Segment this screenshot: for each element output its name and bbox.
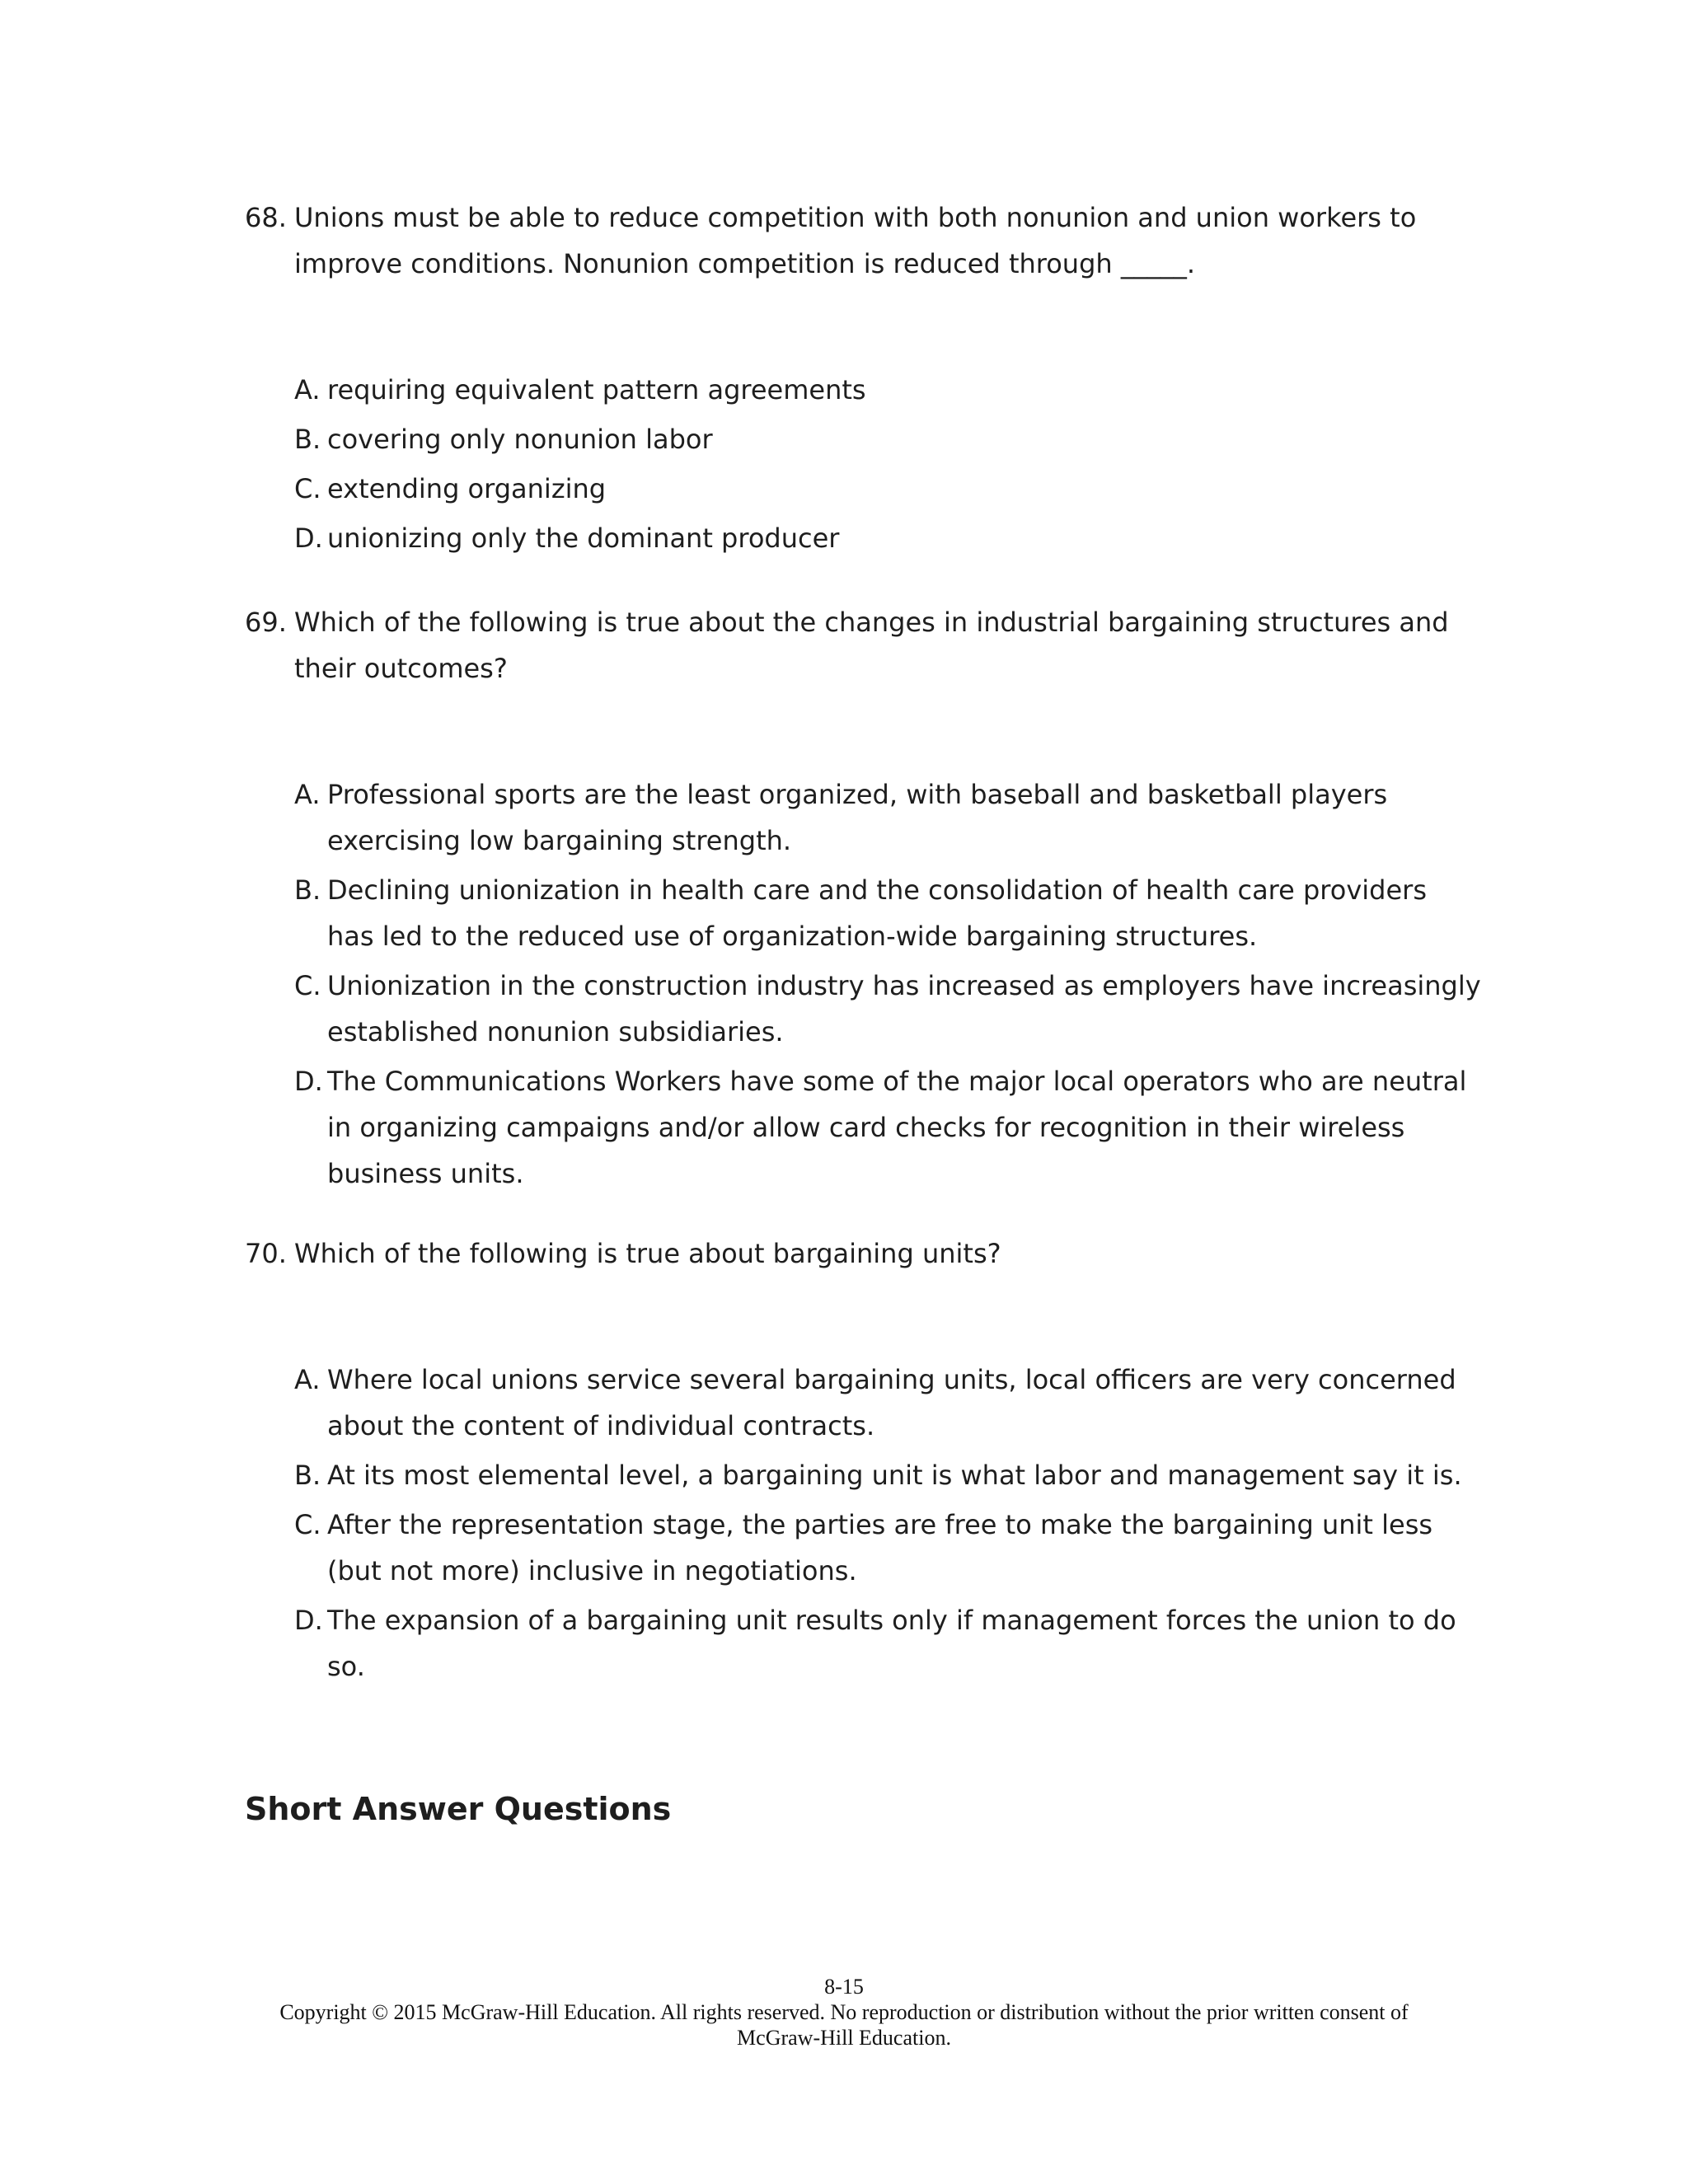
option-letter: A. <box>294 1364 321 1395</box>
option-text: covering only nonunion labor <box>327 424 713 455</box>
option-item <box>294 1058 1481 1197</box>
question-70 <box>245 1230 1498 1277</box>
page-number: 8-15 <box>824 1975 864 1999</box>
option-text: unionizing only the dominant producer <box>327 523 840 554</box>
question-number: 69. <box>245 607 287 638</box>
question-number: 68. <box>245 202 287 233</box>
question-text: Unions must be able to reduce competition with both nonunion and union workers to improve conditions. Nonunion competition is reduced through _____. <box>294 202 1417 279</box>
question-69-options <box>294 771 1481 1200</box>
option-item <box>294 1502 1481 1594</box>
question-68 <box>245 194 1498 287</box>
option-letter: D. <box>294 1066 323 1097</box>
option-item <box>294 466 1481 512</box>
option-item <box>294 416 1481 462</box>
copyright-line: McGraw-Hill Education. <box>737 2026 951 2050</box>
option-item <box>294 867 1481 959</box>
option-letter: D. <box>294 1605 323 1636</box>
option-item <box>294 1597 1481 1690</box>
question-number: 70. <box>245 1238 287 1269</box>
option-text: extending organizing <box>327 473 607 504</box>
option-letter: B. <box>294 874 321 906</box>
question-70-options <box>294 1357 1481 1693</box>
option-text: Unionization in the construction industry has increased as employers have increasingly established nonunion subsidiaries. <box>327 970 1481 1047</box>
option-text: requiring equivalent pattern agreements <box>327 374 866 405</box>
option-item <box>294 1452 1481 1498</box>
option-text: The expansion of a bargaining unit results only if management forces the union to do so. <box>327 1605 1456 1682</box>
option-letter: B. <box>294 424 321 455</box>
option-letter: C. <box>294 473 321 504</box>
option-item <box>294 515 1481 561</box>
option-text: Professional sports are the least organized, with baseball and basketball players exercising low bargaining strength. <box>327 779 1388 856</box>
question-69 <box>245 599 1498 691</box>
option-letter: C. <box>294 1509 321 1540</box>
question-text: Which of the following is true about bargaining units? <box>294 1238 1001 1269</box>
option-text: Where local unions service several bargaining units, local officers are very concerned about the content of individual contracts. <box>327 1364 1456 1441</box>
option-letter: C. <box>294 970 321 1001</box>
option-letter: A. <box>294 374 321 405</box>
option-item <box>294 963 1481 1055</box>
option-text: The Communications Workers have some of the major local operators who are neutral in organizing campaigns and/or allow card checks for recognition in their wireless business units. <box>327 1066 1467 1189</box>
option-item <box>294 1357 1481 1449</box>
option-item <box>294 367 1481 413</box>
copyright-line: Copyright © 2015 McGraw-Hill Education. All rights reserved. No reproduction or distribution without the prior written consent of <box>279 2000 1409 2024</box>
option-text: At its most elemental level, a bargaining unit is what labor and management say it is. <box>327 1460 1462 1491</box>
option-text: After the representation stage, the parties are free to make the bargaining unit less (but not more) inclusive in negotiations. <box>327 1509 1433 1586</box>
question-68-options <box>294 367 1481 565</box>
option-text: Declining unionization in health care and the consolidation of health care providers has led to the reduced use of organization-wide bargaining structures. <box>327 874 1427 952</box>
option-letter: D. <box>294 523 323 554</box>
page-footer <box>0 1974 1688 2050</box>
option-letter: B. <box>294 1460 321 1491</box>
option-letter: A. <box>294 779 321 810</box>
question-text: Which of the following is true about the changes in industrial bargaining structures and their outcomes? <box>294 607 1449 684</box>
option-item <box>294 771 1481 864</box>
section-heading: Short Answer Questions <box>245 1791 672 1827</box>
